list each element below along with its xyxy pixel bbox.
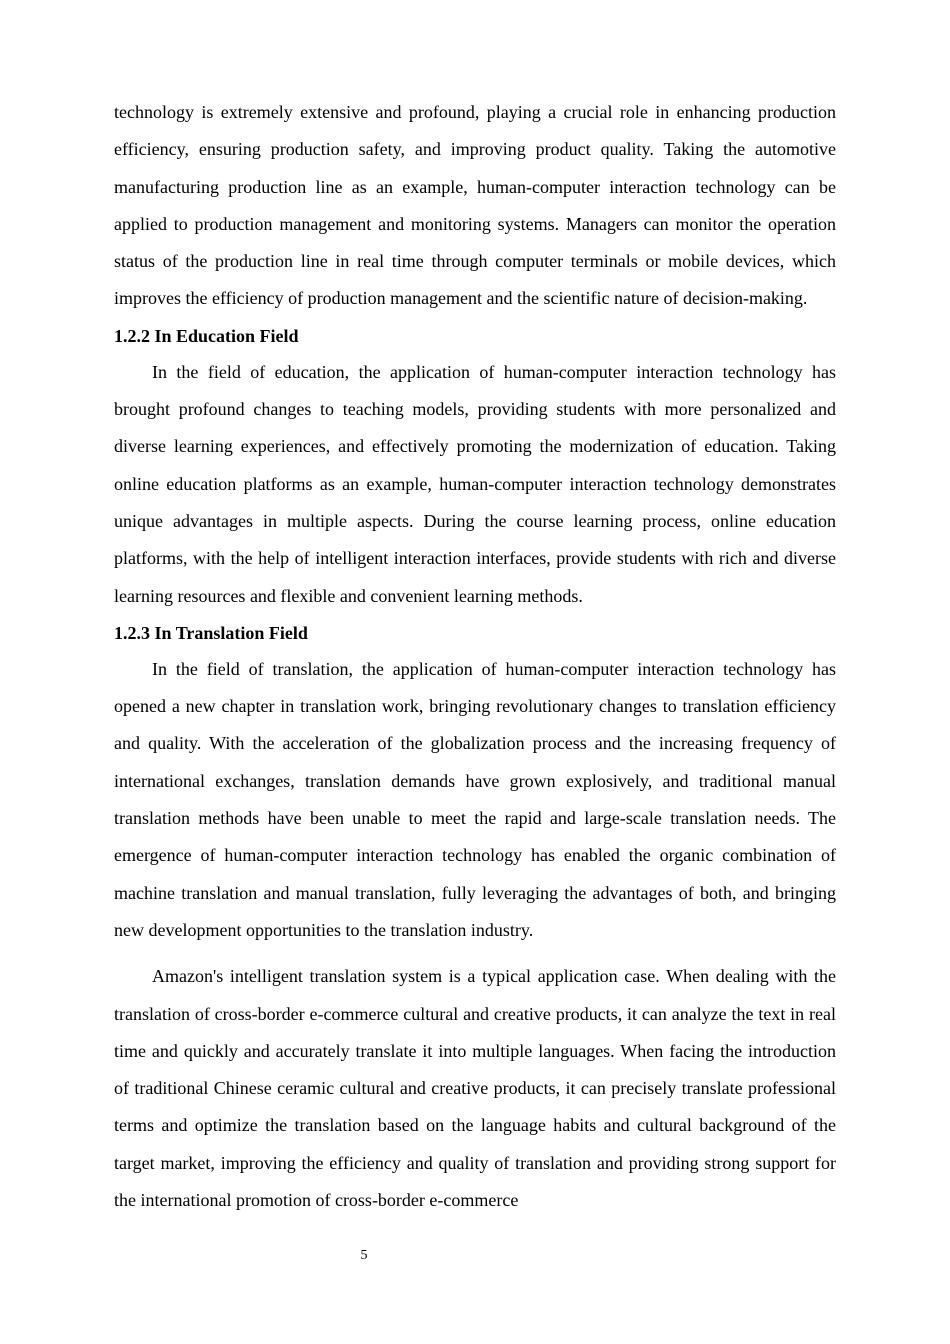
paragraph-translation: In the field of translation, the application of human-computer interaction technology has opened a new chapter in translation work, bringing revolutionary changes to translation efficiency and quality. With the acceleration of the globalization process and the increasing frequency of international exchanges, translation demands have grown explosively, and traditional manual translation methods have been unable to meet the rapid and large-scale translation needs. The emergence of human-computer interaction technology has enabled the organic combination of machine translation and manual translation, fully leveraging the advantages of both, and bringing new development opportunities to the translation industry.: [114, 658, 836, 940]
heading-translation-field: 1.2.3 In Translation Field: [114, 622, 308, 643]
document-page: [114, 94, 836, 1219]
paragraph-manufacturing: technology is extremely extensive and profound, playing a crucial role in enhancing production efficiency, ensuring production safety, and improving product quality. Taking the automotive manufacturing production line as an example, human-computer interaction technology can be applied to production management and monitoring systems. Managers can monitor the operation status of the production line in real time through computer terminals or mobile devices, which improves the efficiency of production management and the scientific nature of decision-making.: [114, 102, 836, 309]
heading-education-field: 1.2.2 In Education Field: [114, 325, 299, 346]
page-number: 5: [360, 1248, 368, 1263]
paragraph-education: In the field of education, the application of human-computer interaction technology has brought profound changes to teaching models, providing students with more personalized and diverse learning experiences, and effectively promoting the modernization of education. Taking online education platforms as an example, human-computer interaction technology demonstrates unique advantages in multiple aspects. During the course learning process, online education platforms, with the help of intelligent interaction interfaces, provide students with rich and diverse learning resources and flexible and convenient learning methods.: [114, 361, 836, 606]
paragraph-amazon-case: Amazon's intelligent translation system is a typical application case. When dealing with the translation of cross-border e-commerce cultural and creative products, it can analyze the text in real time and quickly and accurately translate it into multiple languages. When facing the introduction of traditional Chinese ceramic cultural and creative products, it can precisely translate professional terms and optimize the translation based on the language habits and cultural background of the target market, improving the efficiency and quality of translation and providing strong support for the international promotion of cross-border e-commerce: [114, 966, 836, 1211]
